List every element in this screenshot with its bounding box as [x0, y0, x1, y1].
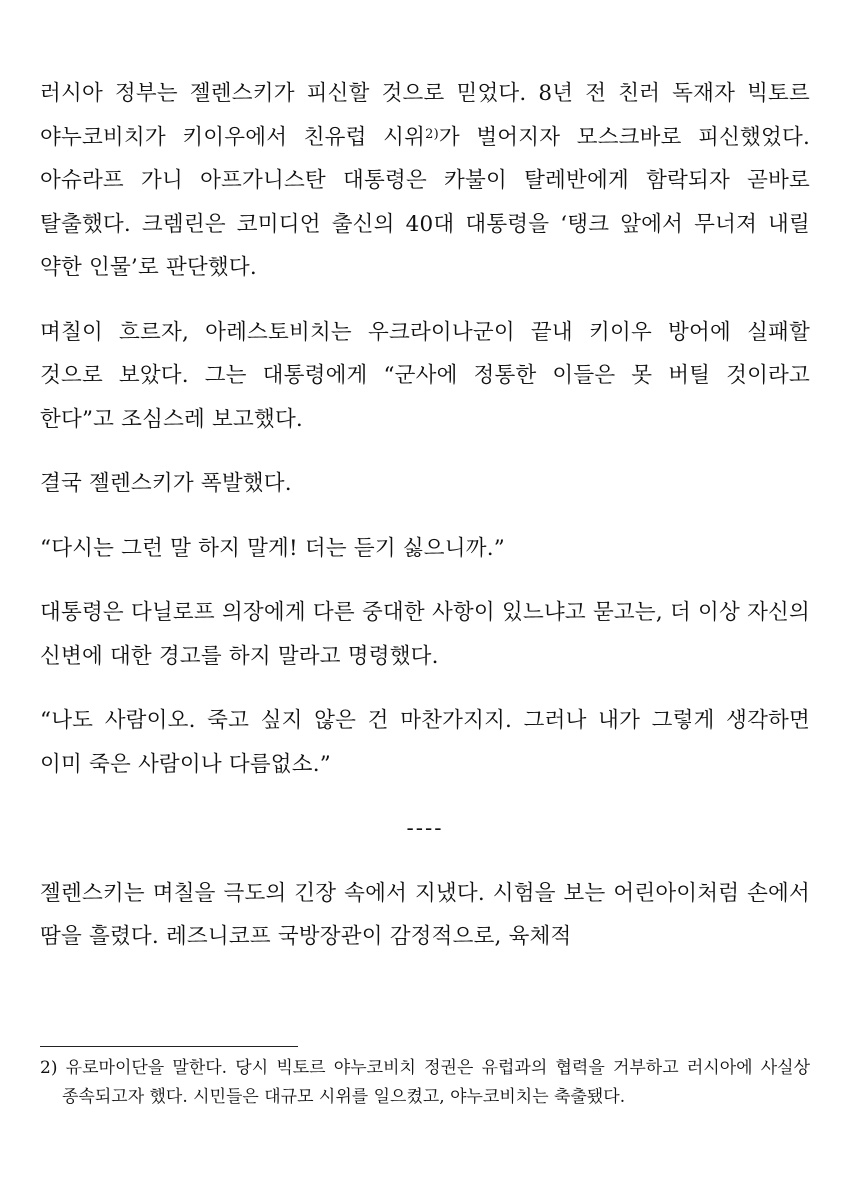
document-body: [40, 72, 810, 959]
footnote: [40, 1054, 810, 1112]
footnote-rule: [40, 1046, 298, 1047]
footnote-reference: 2): [425, 126, 439, 142]
quote-2: “나도 사람이오. 죽고 싶지 않은 건 마찬가지지. 그러나 내가 그렇게 생각하면 이미 죽은 사람이나 다름없소.”: [40, 708, 810, 777]
footnote-text: 유로마이단을 말한다. 당시 빅토르 야누코비치 정권은 유럽과의 협력을 거부하고 러시아에 사실상 종속되고자 했다. 시민들은 대규모 시위를 일으켰고, 야누코비치는 축출됐다.: [62, 1058, 811, 1107]
footnote-marker: 2): [40, 1058, 58, 1078]
paragraph-4: 대통령은 다닐로프 의장에게 다른 중대한 사항이 있느냐고 묻고는, 더 이상 자신의 신변에 대한 경고를 하지 말라고 명령했다.: [40, 600, 810, 669]
paragraph-3: 결국 젤렌스키가 폭발했다.: [40, 471, 292, 496]
quote-1: “다시는 그런 말 하지 말게! 더는 듣기 싫으니까.”: [40, 535, 505, 561]
paragraph-1: [40, 72, 810, 290]
paragraph-5: 젤렌스키는 며칠을 극도의 긴장 속에서 지냈다. 시험을 보는 어린아이처럼 손에서 땀을 흘렸다. 레즈니코프 국방장관이 감정적으로, 육체적: [40, 880, 810, 949]
paragraph-1-text-b: 가 벌어지자 모스크바로 피신했었다. 아슈라프 가니 아프가니스탄 대통령은 카불이 탈레반에게 함락되자 곧바로 탈출했다. 크렘린은 코미디언 출신의 40대 대통령을 ‘탱크 앞에서 무너져 내릴 약한 인물’로 판단했다.: [40, 124, 810, 280]
paragraph-2: 며칠이 흐르자, 아레스토비치는 우크라이나군이 끝내 키이우 방어에 실패할 것으로 보았다. 그는 대통령에게 “군사에 정통한 이들은 못 버틸 것이라고 한다”고 조심스레 보고했다.: [40, 319, 810, 432]
section-divider: ----: [406, 816, 444, 841]
paragraph-1-text-a: 러시아 정부는 젤렌스키가 피신할 것으로 믿었다. 8년 전 친러 독재자 빅토르 야누코비치가 키이우에서 친유럽 시위: [40, 81, 810, 150]
